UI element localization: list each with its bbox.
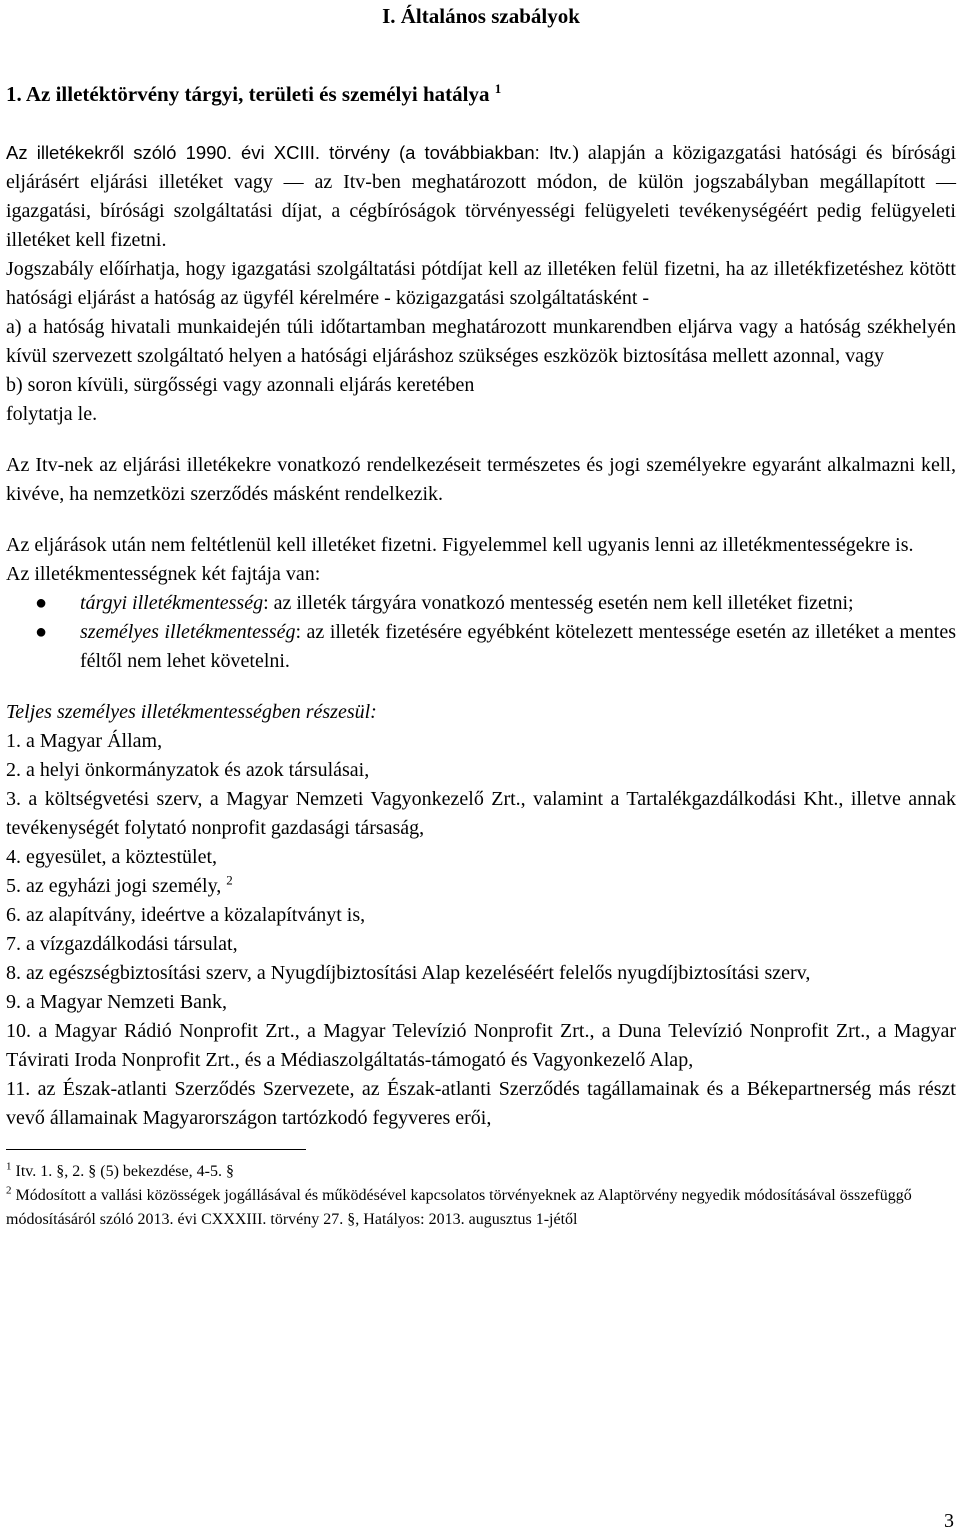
paragraph-surcharge-a: a) a hatóság hivatali munkaidején túli időtartamban meghatározott munkarendben eljárva vagy a hatóság székhelyén kívül szervezett szolgáltató helyen a hatósági eljáráshoz szükséges eszközök biztosítása mellett azonnal, vagy [6, 316, 956, 367]
footnote-number: 1 [6, 1160, 12, 1173]
exemption-type-list [6, 589, 956, 676]
paragraph-exemption-types: Az illetékmentességnek két fajtája van: [6, 563, 321, 585]
section-heading [6, 62, 956, 138]
exemption-type-text: : az illeték fizetésére egyébként kötelezett mentessége esetén az illetéket a mentes féltől nem lehet követelni. [80, 621, 956, 672]
list-item: 1. a Magyar Állam, [6, 730, 163, 752]
footnote-ref-1: 1 [494, 81, 502, 96]
paragraph-scope: Az Itv-nek az eljárási illetékekre vonatkozó rendelkezéseit természetes és jogi személyekre egyaránt alkalmazni kell, kivéve, ha nemzetközi szerződés másként rendelkezik. [6, 454, 956, 505]
paragraph-surcharge-b: b) soron kívüli, sürgősségi vagy azonnali eljárás keretében [6, 374, 475, 396]
section-heading-text: 1. Az illetéktörvény tárgyi, területi és személyi hatálya [6, 82, 490, 106]
spacer [6, 509, 956, 531]
footnote-ref-2: 2 [226, 872, 233, 888]
list-item: 2. a helyi önkormányzatok és azok társulásai, [6, 759, 370, 781]
page-title: I. Általános szabályok [382, 4, 580, 28]
spacer [6, 429, 956, 451]
footnote [6, 1160, 956, 1184]
paragraph-intro-part-b: ) alapján a közigazgatási hatósági és bírósági eljárásért eljárási illetéket vagy ― az Itv-ben meghatározott módon, de külön jogszabályban megállapított ― igazgatási, bírósági szolgáltatási díjat, a cégbíróságok törvényességi felügyeleti tevékenységéért pedig felügyeleti illetéket kell fizetni. [6, 142, 957, 251]
paragraph-surcharge-end: folytatja le. [6, 403, 98, 425]
list-item [6, 872, 956, 901]
list-item: 7. a vízgazdálkodási társulat, [6, 933, 238, 955]
list-heading: Teljes személyes illetékmentességben részesül: [6, 701, 377, 723]
list-item: 11. az Észak-atlanti Szerződés Szervezete, az Észak-atlanti Szerződés tagállamainak és a Békepartnerség más részt vevő államainak Magyarországon tartózkodó fegyveres erői, [6, 1078, 956, 1129]
bullet-icon: ● [35, 621, 48, 643]
list-item: 8. az egészségbiztosítási szerv, a Nyugdíjbiztosítási Alap kezeléséért felelős nyugdíjbiztosítási szerv, [6, 962, 811, 984]
exemption-type-item [6, 618, 956, 676]
paragraph-surcharge: Jogszabály előírhatja, hogy igazgatási szolgáltatási pótdíjat kell az illetéken felül fizetni, ha az illetékfizetéshez kötött hatósági eljárást a hatóság az ügyfél kérelmére - közigazgatási szolgáltatásként - [6, 258, 956, 309]
list-item: 3. a költségvetési szerv, a Magyar Nemzeti Vagyonkezelő Zrt., valamint a Tartalékgazdálkodási Kht., illetve annak tevékenységét folytató nonprofit gazdasági társaság, [6, 788, 956, 839]
exemption-type-text: : az illeték tárgyára vonatkozó mentesség esetén nem kell illetéket fizetni; [263, 592, 854, 614]
exemption-type-item [6, 589, 956, 618]
footnote-divider [6, 1149, 306, 1150]
footnote-number: 2 [6, 1184, 12, 1197]
document-page [6, 0, 956, 1232]
list-item: 6. az alapítvány, ideértve a közalapítványt is, [6, 904, 366, 926]
spacer [6, 676, 956, 698]
footnote-text: Módosított a vallási közösségek jogállásával és működésével kapcsolatos törvényeknek az Alaptörvény negyedik módosításával összefüggő módosításáról szóló 2013. évi CXXXIII. törvény 27. §, Hatályos: 2013. augusztus 1-jétől [6, 1187, 912, 1228]
paragraph-intro-part-a: Az illetékekről szóló 1990. évi XCIII. törvény (a továbbiakban: Itv. [6, 142, 573, 163]
footnote [6, 1184, 956, 1232]
exemption-type-term: tárgyi illetékmentesség [80, 592, 264, 614]
list-item-text: 5. az egyházi jogi személy, [6, 875, 222, 897]
footnote-text: Itv. 1. §, 2. § (5) bekezdése, 4-5. § [15, 1163, 234, 1180]
list-item: 4. egyesület, a köztestület, [6, 846, 218, 868]
exemption-type-term: személyes illetékmentesség [80, 621, 296, 643]
page-number: 3 [944, 1510, 954, 1532]
list-item: 10. a Magyar Rádió Nonprofit Zrt., a Magyar Televízió Nonprofit Zrt., a Duna Televízió Nonprofit Zrt., a Magyar Távirati Iroda Nonprofit Zrt., és a Médiaszolgáltatás-támogató és Vagyonkezelő Alap, [6, 1020, 956, 1071]
paragraph-exemptions: Az eljárások után nem feltétlenül kell illetéket fizetni. Figyelemmel kell ugyanis lenni az illetékmentességekre is. [6, 534, 914, 556]
list-item: 9. a Magyar Nemzeti Bank, [6, 991, 228, 1013]
bullet-icon: ● [35, 592, 48, 614]
paragraph-intro [6, 138, 956, 255]
